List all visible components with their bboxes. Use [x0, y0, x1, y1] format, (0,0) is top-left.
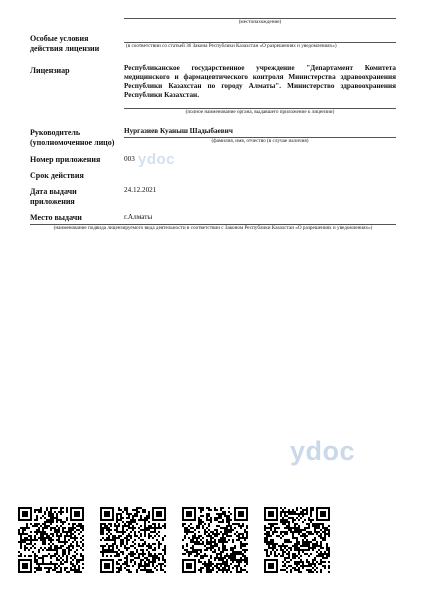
- qr-code-3: [182, 507, 248, 573]
- licensor-caption: (полное наименование органа, выдавшего приложение к лицензии): [185, 109, 335, 115]
- licensor-value: Республиканское государственное учреждение "Департамент Комитета медицинского и фармацевтического контроля Министерства здравоохранения Республики Казахстан по городу Алматы". Министерство здравоохранения Республики Казахстан.: [124, 64, 396, 99]
- qr-code-2: [100, 507, 166, 573]
- qr-code-4: [264, 507, 330, 573]
- validity-label: Срок действия: [30, 171, 84, 180]
- watermark-small: ydoc: [138, 151, 176, 168]
- qr-code-1: [18, 507, 84, 573]
- location-caption: (местонахождение): [238, 19, 282, 25]
- footer-caption: (наименование подвида лицензируемого вида деятельности в соответствии с Законом Республики Казахстан «О разрешениях и уведомлениях»): [53, 225, 373, 231]
- special-conditions-caption: (в соответствии со статьей 36 Закона Республики Казахстан «О разрешениях и уведомлениях»): [126, 43, 337, 49]
- issue-date-value: 24.12.2021: [124, 186, 157, 194]
- appendix-number-value: 003: [124, 155, 135, 163]
- issue-date-label: Дата выдачи приложения: [30, 187, 77, 206]
- watermark-large: ydoc: [290, 436, 356, 466]
- issue-place-value: г.Алматы: [124, 213, 153, 221]
- special-conditions-label: Особые условия действия лицензии: [30, 34, 100, 53]
- licensor-label: Лицензиар: [30, 66, 70, 75]
- appendix-number-label: Номер приложения: [30, 155, 101, 164]
- head-value: Нургазиев Куаныш Шадыбаевич: [124, 127, 233, 135]
- issue-place-label: Место выдачи: [30, 213, 82, 222]
- head-label: Руководитель (уполномоченное лицо): [30, 128, 115, 147]
- head-caption: (фамилия, имя, отчество (в случае наличия): [211, 138, 309, 144]
